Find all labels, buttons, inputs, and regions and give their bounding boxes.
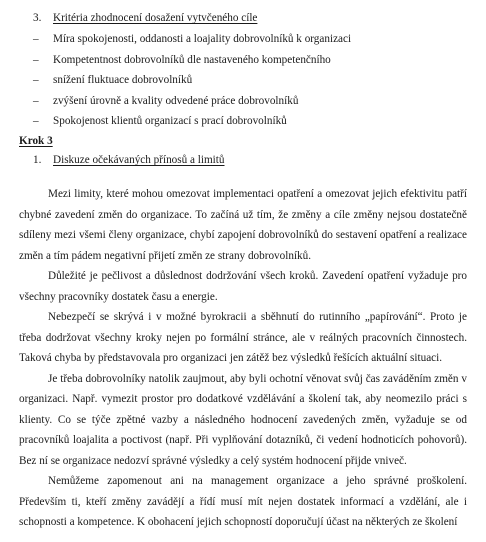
dash-bullet: – [33, 33, 39, 45]
body-text [19, 184, 467, 533]
bullet-text: Kompetentnost dobrovolníků dle nastaveného kompetenčního [53, 54, 331, 66]
bullet-text: Míra spokojenosti, oddanosti a loajality dobrovolníků k organizaci [53, 33, 352, 45]
bullet-text: zvýšení úrovně a kvality odvedené práce dobrovolníků [53, 95, 299, 107]
dash-bullet: – [33, 54, 39, 66]
list-item-title: Diskuze očekávaných přínosů a limitů [53, 154, 225, 166]
bullet-text: snížení fluktuace dobrovolníků [53, 74, 193, 86]
list-number: 3. [33, 12, 42, 24]
paragraph-limits: Mezi limity, které mohou omezovat implementaci opatření a omezovat jejich efektivitu patří chybné zavedení změn do organizace. To začíná už tím, že změny a cíle změny nejsou dostatečně sdíleny mezi všemi členy organizace, chybí zapojení dobrovolníků do sestavení opatření a realizace změn a tím pádem negativní přijetí změn ze strany dobrovolníků. [19, 188, 467, 262]
list-number: 1. [33, 154, 42, 166]
paragraph-volunteers: Je třeba dobrovolníky natolik zaujmout, aby byli ochotní věnovat svůj čas zaváděním změn v organizaci. Např. vymezit prostor pro dodatkové vzdělávání a školení tak, aby neomezilo práci s klienty. Co se týče zpětné vazby a následného hodnocení zavedených změn, vyžaduje se od pracovníků loajalita a poctivost (např. Při vyplňování dotazníků, či vedení hodnoticích pohovorů). Bez ní se organizace nedozví správné výsledky a celý systém hodnocení přijde vniveč. [19, 372, 467, 467]
step-heading: Krok 3 [19, 135, 53, 147]
dash-bullet: – [33, 74, 39, 86]
paragraph-diligence: Důležité je pečlivost a důslednost dodržování všech kroků. Zavedení opatření vyžaduje pro všechny pracovníky dostatek času a energie. [19, 270, 467, 303]
dash-bullet: – [33, 95, 39, 107]
paragraph-bureaucracy: Nebezpečí se skrývá i v možné byrokracii a sběhnutí do rutinního „papírování“. Proto je třeba dodržovat všechny kroky nejen po formální stránce, ale v reálných pracovních činnostech. Taková chyba by představovala pro organizaci jen zátěž bez výsledků řešících aktuální situaci. [19, 311, 467, 364]
paragraph-management: Nemůžeme zapomenout ani na management organizace a jeho správné proškolení. Především ti, kteří změny zavádějí a řídí musí mít nejen dostatek informací a vzdělání, ale i schopnosti a kompetence. K obohacení jejich schopností doporučují účast na některých ze školení [19, 475, 467, 528]
dash-bullet: – [33, 115, 39, 127]
bullet-text: Spokojenost klientů organizací s prací dobrovolníků [53, 115, 287, 127]
list-item-title: Kritéria zhodnocení dosažení vytvčeného cíle [53, 12, 258, 24]
